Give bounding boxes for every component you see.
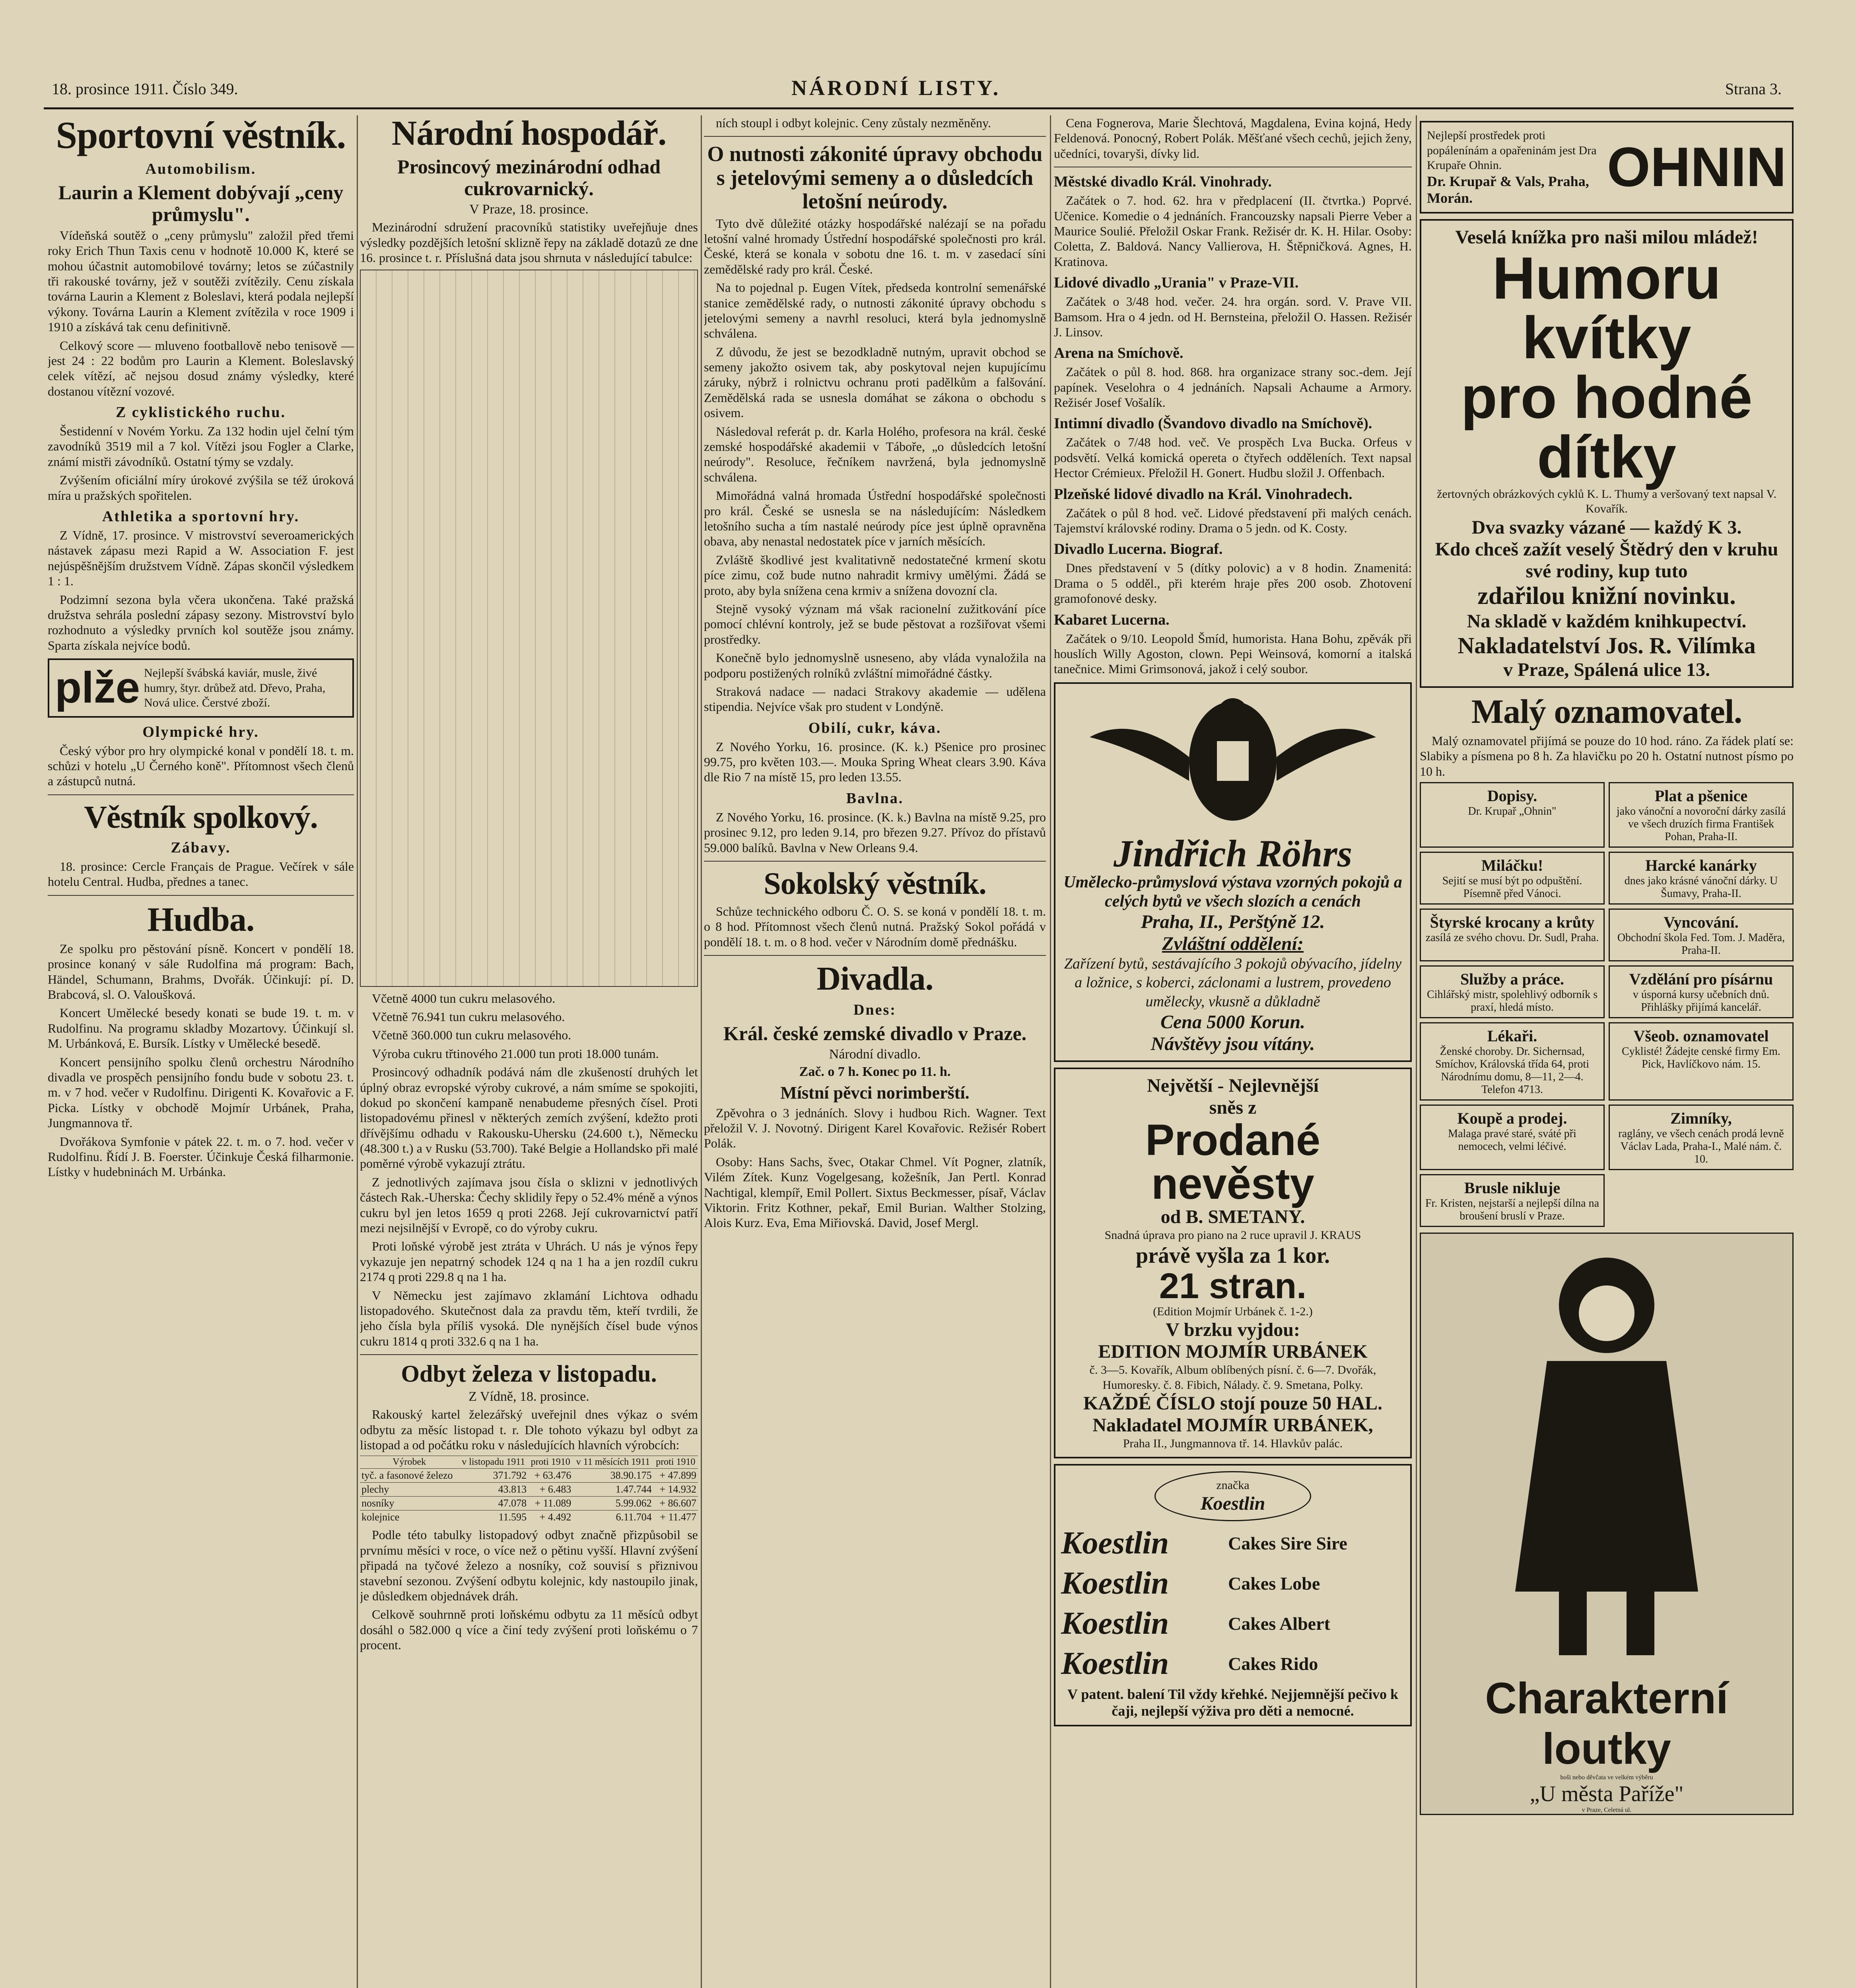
classified-grid (1420, 782, 1794, 1227)
classified-title: Služby a práce. (1460, 970, 1564, 988)
classified-text: Cyklisté! Žádejte censké firmy Em. Pick, Havlíčkovo nám. 15. (1622, 1045, 1780, 1070)
ad-rohrs-visit: Návštěvy jsou vítány. (1151, 1033, 1315, 1055)
paragraph: 18. prosince: Cercle Français de Prague. Večírek v sále hotelu Central. Hudba, přednes a tanec. (48, 859, 354, 889)
classified-text: zasílá ze svého chovu. Dr. Sudl, Praha. (1425, 931, 1599, 944)
theatre-uranie: Lidové divadlo „Urania" v Praze-VII. (1054, 274, 1299, 291)
table-row (360, 1497, 698, 1510)
section-title-maly: Malý oznamovatel. (1471, 692, 1742, 730)
paragraph: Na to pojednal p. Eugen Vítek, předseda kontrolní semenářské stanice zemědělské rady, o nutnosti zákonité úpravy obchodu s jetelovými semeny a navrhl resoluci, která byla jednomyslně schválena. (704, 280, 1046, 341)
ad-loutky-shop: „U města Paříže" (1529, 1781, 1684, 1806)
ad-kurzu-price: KAŽDÉ ČÍSLO stojí pouze 50 HAL. (1083, 1393, 1383, 1414)
paragraph: Vídeňská soutěž o „ceny průmyslu" založil před třemi roky Erich Thun Taxis cenu v hodnotě 10.000 K, které se mohou účastnit automobilové továrny; letos se zúčastnily tři rakouské továrny, jež v soutěži zvítězily. Cenu získala továrna Laurin a Klement z Boleslavi, která podala nejlepší výkony. Továrna Laurin a Klement zvítězila v roce 1909 i 1910 a získává tak cenu definitivně. (48, 228, 354, 334)
ad-loutky (1420, 1233, 1794, 1815)
theatre-name: Král. české zemské divadlo v Praze. (723, 1022, 1027, 1045)
paragraph: Začátek o 7/48 hod. več. Ve prospěch Lva Bucka. Orfeus v podsvětí. Velká komická opereta o čtyřech odděleních. Text napsal Hector Crémieux. Přeložil H. Gonert. Hudbu složil J. Offenbach. (1054, 435, 1412, 480)
page-header (44, 76, 1794, 103)
cake-item (1061, 1646, 1405, 1682)
table-note: Včetně 4000 tun cukru melasového. (372, 991, 556, 1006)
ad-kniha-top: Veselá knížka pro naši milou mládež! (1455, 226, 1758, 248)
column-divider (357, 115, 358, 1988)
ad-rohrs-name: Jindřich Röhrs (1113, 832, 1353, 875)
article-title-iron: Odbyt železa v listopadu. (401, 1361, 657, 1387)
classified-title: Miláčku! (1481, 856, 1543, 874)
divider (48, 895, 354, 896)
table-cell: plechy (360, 1483, 459, 1497)
classified-text: v úsporná kursy učebních dnů. Přihlášky přijímá kancelář. (1633, 988, 1769, 1013)
ad-prodane-text: Snadná úprava pro piano na 2 ruce upravil J. KRAUS (1104, 1229, 1361, 1242)
classified-ad (1609, 1022, 1794, 1101)
classified-ad (1420, 852, 1605, 905)
article-title-sugar: Prosincový mezinárodní odhad cukrovarnický. (397, 155, 661, 200)
theatre-lucerna: Divadlo Lucerna. Biograf. (1054, 541, 1223, 558)
paragraph: Začátek o 3/48 hod. večer. 24. hra orgán. sord. V. Prave VII. Bamsom. Hra o 4 jedn. od H. Bernsteina, přeložil O. Hassen. Režisér J. Linsov. (1054, 294, 1412, 339)
ad-rohrs-price: Cena 5000 Korun. (1160, 1011, 1306, 1033)
ad-prodane-edition: (Edition Mojmír Urbánek č. 1-2.) (1153, 1305, 1313, 1318)
cake-item (1061, 1565, 1405, 1602)
paragraph: Zpěvohra o 3 jednáních. Slovy i hudbou Rich. Wagner. Text přeložil V. J. Novotný. Dirigent Karel Kovařovic. Režisér Robert Polák. (704, 1105, 1046, 1151)
paragraph: Rakouský kartel železářský uveřejnil dnes výkaz o svém odbytu za měsíc listopad t. r. Dle tohoto výkazu byl odbyt za listopad a od počátku roku v následujících hlavních výrobcích: (360, 1407, 698, 1452)
ad-rohrs-text: Umělecko-průmyslová výstava vzorných pokojů a celých bytů ve všech slozích a cenách (1063, 873, 1402, 911)
paragraph: Cena Fognerova, Marie Šlechtová, Magdalena, Evina kojná, Hedy Feldenová. Ponocný, Robert Polák. Měšťané všech cechů, jejich ženy, učedníci, tovaryši, dívky lid. (1054, 116, 1412, 161)
table-note: Včetně 360.000 tun cukru melasového. (372, 1028, 571, 1043)
ad-kurzu-head: V brzku vyjdou: (1166, 1319, 1300, 1341)
paragraph: Podle této tabulky listopadový odbyt značně přizpůsobil se prvnímu měsíci v roce, o více než o pětinu vyšší. Hlavní zvýšení připadá na tyčové železo a nosníky, což souvisí s přiznivou stavební sezonou. Zvýšení odbytu kolejnic, kdy nastoupilo jinak, je důsledkem objednávek dráh. (360, 1528, 698, 1603)
ad-prodane-pages: 21 stran. (1159, 1266, 1307, 1306)
paragraph: Z Nového Yorku, 16. prosince. (K. k.) Bavlna na místě 9.25, pro prosinec 9.12, pro leden 9.14, pro březen 9.27. Přívoz do přístavů 59.000 balíků. Bavlna v New Orleans 9.4. (704, 810, 1046, 855)
subsection-grain: Obilí, cukr, káva. (808, 719, 942, 736)
paragraph: Podzimní sezona byla včera ukončena. Také pražská družstva sehrála poslední zápasy sezony. Mistrovství bylo rozhodnuto a výsledky prvních kol soutěže jsou známy. Sparta získala nejvíce bodů. (48, 592, 354, 652)
play-title: Místní pěvci norimberští. (780, 1083, 970, 1103)
classified-text: jako vánoční a novoroční dárky zasílá ve všech druzích firma František Pohan, Praha-II. (1616, 805, 1786, 843)
paragraph: Začátek o půl 8 hod. več. Lidové představení při malých cenách. Tajemství královské rodiny. Drama o 5 jedn. od K. Costy. (1054, 505, 1412, 536)
paragraph: Z Nového Yorku, 16. prosince. (K. k.) Pšenice pro prosinec 99.75, pro květen 103.—. Mouka Spring Wheat clears 3.90. Káva dle Rio 7 na místě 15, pro leden 13.55. (704, 739, 1046, 784)
column-sport (48, 115, 354, 1988)
theatre-intim: Intimní divadlo (Švandovo divadlo na Smíchově). (1054, 415, 1372, 432)
classified-title: Koupě a prodej. (1457, 1109, 1567, 1127)
ad-prodane-price: právě vyšla za 1 kor. (1136, 1243, 1330, 1268)
theatre-vinohrady: Městské divadlo Král. Vinohrady. (1054, 173, 1272, 190)
dateline: Z Vídně, 18. prosince. (468, 1389, 589, 1404)
paragraph: Z důvodu, že jest se bezodkladně nutným, upravit obchod se semeny jakožto osivem tak, aby poskytoval nejen kupujícímu záruky, nýbrž i rolnictvu ochranu proti padělkům a falšování. Zemědělská rada se usnesla domáhat se zákona o obchodu s osivem. (704, 344, 1046, 420)
classified-title: Zimníky, (1670, 1109, 1732, 1127)
doll-illustration-icon (1421, 1234, 1792, 1671)
ad-kniha-text: žertovných obrázkových cyklů K. L. Thumy a veršovaný text napsal V. Kovařík. (1437, 487, 1776, 515)
table-cell: 38.90.175 (573, 1469, 653, 1483)
theatre-subname: Národní divadlo. (829, 1047, 921, 1062)
ad-loutky-text: hoši nebo děvčata ve velkém výběru (1560, 1774, 1653, 1781)
column-divider (1050, 115, 1051, 1988)
classified-title: Brusle nikluje (1464, 1178, 1561, 1197)
paragraph: Z Vídně, 17. prosince. V mistrovství severoamerických nástavek zápasu mezi Rapid a W. Association F. jest nejúspěšnějším družstvem Vídně. Zápas skončil výsledkem 1 : 1. (48, 528, 354, 588)
classified-ad (1609, 782, 1794, 848)
ad-prodane-snes: sněs z (1209, 1097, 1257, 1118)
ad-plze (48, 658, 354, 718)
koestlin-note: V patent. balení Til vždy křehké. Nejjemnější pečivo k čaji, nejlepší výživa pro děti a nemocné. (1067, 1686, 1398, 1719)
koestlin-stamp-label: značka (1216, 1478, 1250, 1492)
ad-ohnin-word: OHNIN (1607, 136, 1786, 198)
paragraph: Celkově souhrnně proti loňskému odbytu za 11 měsíců odbyt dosáhl o 582.000 q více a činí tedy zvýšení proti loňskému o 7 procent. (360, 1607, 698, 1652)
classified-ad (1420, 909, 1605, 961)
cake-name: Cakes Albert (1228, 1613, 1330, 1634)
paragraph: Koncert Umělecké besedy konati se bude 19. t. m. v Rudolfinu. Na programu skladby Mozartovy. Účinkují sl. M. Urbánková, E. Bursík. Lístky v Umělecké besedě. (48, 1006, 354, 1051)
paragraph: Mimořádná valná hromada Ústřední hospodářské společnosti pro král. České se usnesla se na následujícím: Následkem letošního sucha a tím nastalé neúrody píce jest úplně opravněna obava, aby nenastal nedostatek píce v jarních měsících. (704, 488, 1046, 549)
classified-text: dnes jako krásné vánoční dárky. U Šumavy, Praha-II. (1624, 874, 1778, 900)
ad-kniha-title1: Humoru kvítky (1492, 244, 1721, 371)
classified-title: Harcké kanárky (1645, 856, 1757, 874)
table-cell: + 63.476 (528, 1469, 573, 1483)
cakes-list (1061, 1525, 1405, 1682)
ad-kurzu-text: č. 3—5. Kovařík, Album oblíbených písní. č. 6—7. Dvořák, Humoresky. č. 8. Fibich, Nálady. č. 9. Smetana, Polky. (1089, 1363, 1376, 1392)
cake-brand: Koestlin (1061, 1566, 1169, 1601)
table-cell: + 14.932 (653, 1483, 698, 1497)
section-title-spolky: Věstník spolkový. (84, 800, 318, 835)
column-theatre-ads (1054, 115, 1412, 1988)
subsection-zabavy: Zábavy. (171, 839, 231, 856)
table-cell: + 6.483 (528, 1483, 573, 1497)
ad-ohnin-company: Dr. Krupař & Vals, Praha, Morán. (1427, 173, 1589, 206)
classified-text: Sejití se musí být po odpuštění. Písemně před Vánoci. (1442, 874, 1582, 900)
classified-ad (1420, 1022, 1605, 1101)
classified-title: Vzdělání pro písárnu (1629, 970, 1773, 988)
table-body (361, 270, 697, 986)
paragraph: Straková nadace — nadaci Strakovy akademie — udělena stipendia. Nejvíce však pro student v Londýně. (704, 684, 1046, 714)
page-number: Strana 3. (1725, 80, 1782, 98)
classified-ad (1420, 782, 1605, 848)
ad-kurzu-edition: EDITION MOJMÍR URBÁNEK (1098, 1341, 1368, 1363)
column-agri (704, 115, 1046, 1988)
table-cell: 5.99.062 (573, 1497, 653, 1510)
paragraph: Šestidenní v Novém Yorku. Za 132 hodin ujel čelní tým zavodníků 3519 mil a 7 kol. Vítězi jsou Fogler a Clarke, známí mistři závodníků. Ostatní týmy se vzdaly. (48, 424, 354, 469)
classified-ad (1420, 965, 1605, 1018)
subsection-olympic: Olympické hry. (142, 723, 259, 740)
ad-prodane-by: od B. SMETANY. (1160, 1206, 1305, 1228)
paragraph: Dnes představení v 5 (dítky polovic) a v 8 hodin. Znamenitá: Drama o 5 odděl., při kterém hraje přes 200 osob. Zhotovení gramofonové desky. (1054, 561, 1412, 606)
section-title-hudba: Hudba. (147, 900, 255, 938)
section-title-sport: Sportovní věstník. (56, 115, 346, 156)
cake-brand: Koestlin (1061, 1526, 1169, 1561)
divider (704, 861, 1046, 862)
koestlin-stamp-brand: Koestlin (1200, 1493, 1265, 1514)
column-divider (701, 115, 702, 1988)
ad-kniha-publisher: Nakladatelství Jos. R. Vilímka (1458, 632, 1756, 658)
table-row (360, 1483, 698, 1497)
classified-text: Dr. Krupař „Ohnin" (1468, 805, 1557, 817)
issue-date: 18. prosince 1911. Číslo 349. (52, 80, 238, 98)
cake-brand: Koestlin (1061, 1606, 1169, 1641)
classified-title: Všeob. oznamovatel (1633, 1027, 1769, 1045)
paragraph: Malý oznamovatel přijímá se pouze do 10 hod. ráno. Za řádek platí se: Slabiky a písmena po 8 h. Za hlavičku po 20 h. Ostatní nutnost písmo po 10 h. (1420, 733, 1794, 779)
classified-ad (1420, 1174, 1605, 1227)
subsection-athletics: Athletika a sportovní hry. (102, 508, 300, 525)
paragraph: Zvýšením oficiální míry úrokové zvýšila se též úroková míra u pražských spořitelen. (48, 473, 354, 503)
paragraph: Následoval referát p. dr. Karla Holého, profesora na král. české zemské hospodářské akademii v Táboře, „o důsledcích letošní neúrody". Resoluce, řečníkem navržená, byla jednomyslně schválena. (704, 424, 1046, 484)
classified-title: Dopisy. (1487, 786, 1537, 805)
classified-title: Vyncování. (1664, 913, 1739, 931)
article-title-seeds: O nutnosti zákonité úpravy obchodu s jetelovými semeny a o důsledcích letošní neúrody. (707, 142, 1043, 214)
paragraph: Český výbor pro hry olympické konal v pondělí 18. t. m. schůzi v hotelu „U Černého koně". Přítomnost všech členů a zástupců nutná. (48, 743, 354, 788)
ad-humoru-kvitky (1420, 219, 1794, 688)
paragraph: Proti loňské výrobě jest ztráta v Uhrách. U nás je výnos řepy vykazuje jen nepatrný schodek 124 q na 1 ha a jen rozdíl cukru 2174 q proti 229.8 q na 1 ha. (360, 1239, 698, 1284)
table-header: Výrobek (360, 1456, 459, 1469)
table-cell: 371.792 (459, 1469, 528, 1483)
ad-koestlin (1054, 1464, 1412, 1727)
paragraph: Ze spolku pro pěstování písně. Koncert v pondělí 18. prosince konaný v sále Rudolfina má program: Bach, Händel, Schumann, Brahms, Dvořák. Účinkují: pí. D. Brabcová, sl. O. Valoušková. (48, 941, 354, 1002)
today-label: Dnes: (853, 1002, 896, 1019)
table-cell: + 47.899 (653, 1469, 698, 1483)
ad-kniha-volumes: Dva svazky vázané — každý K 3. (1471, 516, 1742, 538)
article-title-laurin: Laurin a Klement dobývají „ceny průmyslu". (58, 181, 344, 225)
ad-kniha-title2: pro hodné dítky (1461, 363, 1753, 490)
table-cell: 43.813 (459, 1483, 528, 1497)
table-header: v 11 měsících 1911 (573, 1456, 653, 1469)
divider (704, 136, 1046, 137)
subsection-automobilism: Automobilism. (145, 160, 257, 177)
section-title-economy: Národní hospodář. (391, 115, 667, 153)
subsection-cotton: Bavlna. (846, 790, 904, 807)
table-cell: 6.11.704 (573, 1510, 653, 1524)
paragraph: Stejně vysoký význam má však racionelní zužitkování píce pomocí chlévní kontroly, jež se bude pěstovat a rozšiřovat všemi prostředky. (704, 601, 1046, 646)
paragraph: Prosincový odhadník podává nám dle zkušeností druhých let úplný obraz evropské výroby cukrové, a nám smíme se spokojiti, dokud po skončení kampaně nenabudeme přesných čísel. Proti listopadovému přinesl v některých zemích zvýšení, kdežto proti dřívějšímu odhadu v Rakousku-Uhersku (24.600 t.), Německu (48.300 t.) a v Rusku (53.700). Také Belgie a Hollandsko při malé poměrné výrobě vykazují ztrátu. (360, 1065, 698, 1171)
paragraph: Konečně bylo jednomyslně usneseno, aby vláda vynaložila na podporu postižených rolníků zvláštní mimořádné částky. (704, 650, 1046, 680)
divider (704, 955, 1046, 956)
classified-ad (1609, 1105, 1794, 1170)
table-cell: + 4.492 (528, 1510, 573, 1524)
ad-rohrs-text2: Zařízení bytů, sestávajícího 3 pokojů obývacího, jídelny a ložnice, s koberci, záclonami a lustrem, provedeno umělecky, vkusně a důkladně (1064, 955, 1402, 1010)
table-cell: + 86.607 (653, 1497, 698, 1510)
classified-text: Cihlářský mistr, spolehlivý odborník s praxí, hledá místo. (1427, 988, 1598, 1013)
section-title-theatre: Divadla. (816, 960, 933, 998)
ad-prodane-title: Prodané nevěsty (1145, 1116, 1321, 1209)
theatre-arena: Arena na Smíchově. (1054, 345, 1184, 362)
table-row (360, 1469, 698, 1483)
table-cell: tyč. a fasonové železo (360, 1469, 459, 1483)
eagle-emblem-icon (1061, 689, 1405, 833)
classified-title: Štyrské krocany a krůty (1430, 913, 1595, 931)
ad-kniha-sklad: Na skladě v každém knihkupectví. (1467, 610, 1747, 632)
paragraph: Začátek o 9/10. Leopold Šmíd, humorista. Hana Bohu, zpěvák při houslích Willy Agoston, clown. Pepi Weinsová, komorní a italská tanečnice. Mimi Grimsonová, jakož i celý soubor. (1054, 631, 1412, 676)
ad-plze-text: Nejlepší švábská kaviár, musle, živé humry, štyr. drůbež atd. Dřevo, Praha, Nová ulice. Čerstvé zboží. (144, 666, 326, 710)
header-rule (44, 107, 1794, 109)
ad-kniha-text2: Kdo chceš zažít veselý Štědrý den v kruhu své rodiny, kup tuto (1435, 538, 1778, 582)
cake-name: Cakes Sire Sire (1228, 1533, 1347, 1554)
classified-title: Plat a pšenice (1654, 786, 1748, 805)
ad-ohnin (1420, 121, 1794, 214)
ad-kurzu-publisher: Nakladatel MOJMÍR URBÁNEK, (1092, 1415, 1373, 1436)
ad-kniha-new: zdařilou knižní novinku. (1477, 582, 1736, 610)
classified-ad (1609, 852, 1794, 905)
ad-loutky-title: Charakterní loutky (1485, 1673, 1728, 1773)
ad-loutky-address: v Praze, Celetná ul. (1582, 1806, 1632, 1813)
classified-title: Lékaři. (1487, 1027, 1537, 1045)
theatre-plzen: Plzeňské lidové divadlo na Král. Vinohradech. (1054, 485, 1353, 503)
cake-name: Cakes Lobe (1228, 1573, 1320, 1594)
paragraph: Tyto dvě důležité otázky hospodářské nalézají se na pořadu letošní valné hromady Ústřední hospodářské společnosti pro král. České, která se konala v sobotu dne 16. t. m. v zasedací síni zemědělské rady pro král. České. (704, 216, 1046, 276)
ad-prodane-top: Největší - Nejlevnější (1147, 1075, 1319, 1097)
ad-rohrs-special: Zvláštní oddělení: (1162, 933, 1304, 954)
ad-kurzu-address: Praha II., Jungmannova tř. 14. Hlavkův palác. (1123, 1437, 1343, 1450)
table-cell: 11.595 (459, 1510, 528, 1524)
table-cell: + 11.477 (653, 1510, 698, 1524)
cake-item (1061, 1525, 1405, 1561)
paragraph: Dvořákova Symfonie v pátek 22. t. m. o 7. hod. večer v Rudolfinu. Řídí J. B. Foerster. Účinkuje Česká filharmonie. Lístky v hudebninách M. Urbánka. (48, 1134, 354, 1179)
cake-brand: Koestlin (1061, 1646, 1169, 1681)
column-divider (1416, 115, 1417, 1988)
ad-rohrs (1054, 682, 1412, 1062)
ad-plze-word: plže (55, 663, 140, 712)
classified-text: raglány, ve všech cenách prodá levně Václav Lada, Praha-I., Malé nám. č. 10. (1618, 1127, 1784, 1165)
table-cell: 1.47.744 (573, 1483, 653, 1497)
table-cell: nosníky (360, 1497, 459, 1510)
classified-text: Fr. Kristen, nejstarší a nejlepší dílna na broušení bruslí v Praze. (1425, 1197, 1599, 1222)
classified-ad (1609, 909, 1794, 961)
paragraph: Začátek o půl 8. hod. 868. hra organizace strany soc.-dem. Její papínek. Veselohra o 4 jednáních. Napsali Achaume a Armory. Režisér Josef Vošalík. (1054, 365, 1412, 410)
ad-rohrs-address: Praha, II., Perštýně 12. (1141, 911, 1325, 932)
kabaret-lucerna: Kabaret Lucerna. (1054, 611, 1170, 628)
table-cell: kolejnice (360, 1510, 459, 1524)
classified-text: Obchodní škola Fed. Tom. J. Maděra, Praha-II. (1617, 931, 1785, 957)
sugar-estimate-table (360, 270, 698, 987)
classified-ad (1420, 1105, 1605, 1170)
column-classifieds (1420, 115, 1794, 1988)
dateline: V Praze, 18. prosince. (469, 202, 589, 217)
paragraph: Zvláště škodlivé jest kvalitativně nedostatečné krmení skotu píce zimu, což bude nutno nahradit krmivy umělými. Žádá se proto, aby byla snížena cena krmiv a snížena dovozní cla. (704, 552, 1046, 598)
paragraph: Osoby: Hans Sachs, švec, Otakar Chmel. Vít Pogner, zlatník, Vilém Zítek. Kunz Vogelgesang, kožešník, Jan Pertl. Konrad Nachtigal, klempíř, Emil Pollert. Sixtus Beckmesser, písař, Václav Viktorin. Fritz Kothner, pekař, Emil Burian. Walther Stolzing, Alois Kurz. Eva, Ema Miřiovská. David, Josef Mergl. (704, 1154, 1046, 1230)
paragraph: Z jednotlivých zajímava jsou čísla o sklizni v jednotlivých částech Rak.-Uherska: Čechy sklidily řepy o 52.4% méně a výnos cukru byl jen letos 1659 q proti 2268. Její cukrovarnictví patří mezi nejsilnější v Evropě, co do výroby cukru. (360, 1175, 698, 1235)
table-header: proti 1910 (653, 1456, 698, 1469)
paragraph: Celkový score — mluveno footballově nebo tenisově — jest 24 : 22 bodům pro Laurin a Klement. Boleslavský celek vítězí, ač nejsou dosud známy výsledky, které dostanou vítězní vozové. (48, 338, 354, 398)
ad-prodane-nevesty (1054, 1068, 1412, 1458)
table-cell: 47.078 (459, 1497, 528, 1510)
classified-text: Malaga pravé staré, sváté při nemocech, velmi léčivé. (1448, 1127, 1576, 1153)
ad-ohnin-text: Nejlepší prostředek proti popálenínám a opařeninám jest Dra Krupaře Ohnin. (1427, 129, 1597, 172)
masthead: NÁRODNÍ LISTY. (791, 76, 1001, 100)
paragraph: ních stoupl i odbyt kolejnic. Ceny zůstaly nezměněny. (716, 116, 991, 130)
table-cell: + 11.089 (528, 1497, 573, 1510)
section-title-sokol: Sokolský věstník. (764, 866, 986, 901)
column-economy (360, 115, 698, 1988)
koestlin-stamp (1154, 1471, 1311, 1522)
cake-item (1061, 1606, 1405, 1642)
classified-ad (1609, 965, 1794, 1018)
subsection-cycling: Z cyklistického ruchu. (115, 404, 286, 421)
divider (360, 1354, 698, 1355)
cake-name: Cakes Rido (1228, 1654, 1318, 1674)
table-note: Včetně 76.941 tun cukru melasového. (372, 1009, 565, 1024)
paragraph: V Německu jest zajímavo zklamání Lichtova odhadu listopadového. Skutečnost dala za pravdu těm, kteří tvrdili, že jeho čísla byla příliš vysoká. Dle nynějších čísel bude výnos cukru 1814 q proti 332.6 q na 1 ha. (360, 1288, 698, 1348)
table-note: Výroba cukru třtinového 21.000 tun proti 18.000 tunám. (372, 1046, 659, 1061)
classified-text: Ženské choroby. Dr. Sichernsad, Smíchov, Královská třída 64, proti Národnímu domu, 8—11, 2—4. Telefon 4713. (1435, 1045, 1589, 1096)
paragraph: Začátek o 7. hod. 62. hra v předplacení (II. čtvrtka.) Poprvé. Učenice. Komedie o 4 jednáních. Francouzsky napsali Pierre Veber a Maurice Soulié. Přeložil Oskar Frank. Režisér dr. K. H. Hilar. Osoby: Coletta, Z. Baldová. Nancy Vallierova, H. Štěpničková. Agnes, H. Kratinova. (1054, 193, 1412, 269)
paragraph: Mezinárodní sdružení pracovníků statistiky uveřejňuje dnes výsledky pozdějších letošní sklizně řepy na základě dotazů ze dne 16. prosince t. r. Příslušná data jsou shrnuta v následující tabulce: (360, 220, 698, 265)
paragraph: Koncert pensijního spolku členů orchestru Národního divadla ve prospěch pensijního fondu bude v sobotu 23. t. m. v 7 hod. večer v Rudolfinu. Dirigenti K. Kovařovic a F. Picka. Lístky v obchodě Mojmír Urbánek, Praha, Jungmannova tř. (48, 1054, 354, 1130)
table-header: v listopadu 1911 (459, 1456, 528, 1469)
divider (48, 794, 354, 795)
theatre-time: Zač. o 7 h. Konec po 11. h. (799, 1064, 951, 1079)
table-header: proti 1910 (528, 1456, 573, 1469)
ad-kniha-address: v Praze, Spálená ulice 13. (1503, 659, 1710, 680)
table-row (360, 1510, 698, 1524)
paragraph: Schůze technického odboru Č. O. S. se koná v pondělí 18. t. m. o 8 hod. Přítomnost všech členů nutná. Pražský Sokol pořádá v pondělí 18. t. m. o 8 hod. večer v Národním domě přednášku. (704, 904, 1046, 949)
iron-table (360, 1456, 698, 1524)
